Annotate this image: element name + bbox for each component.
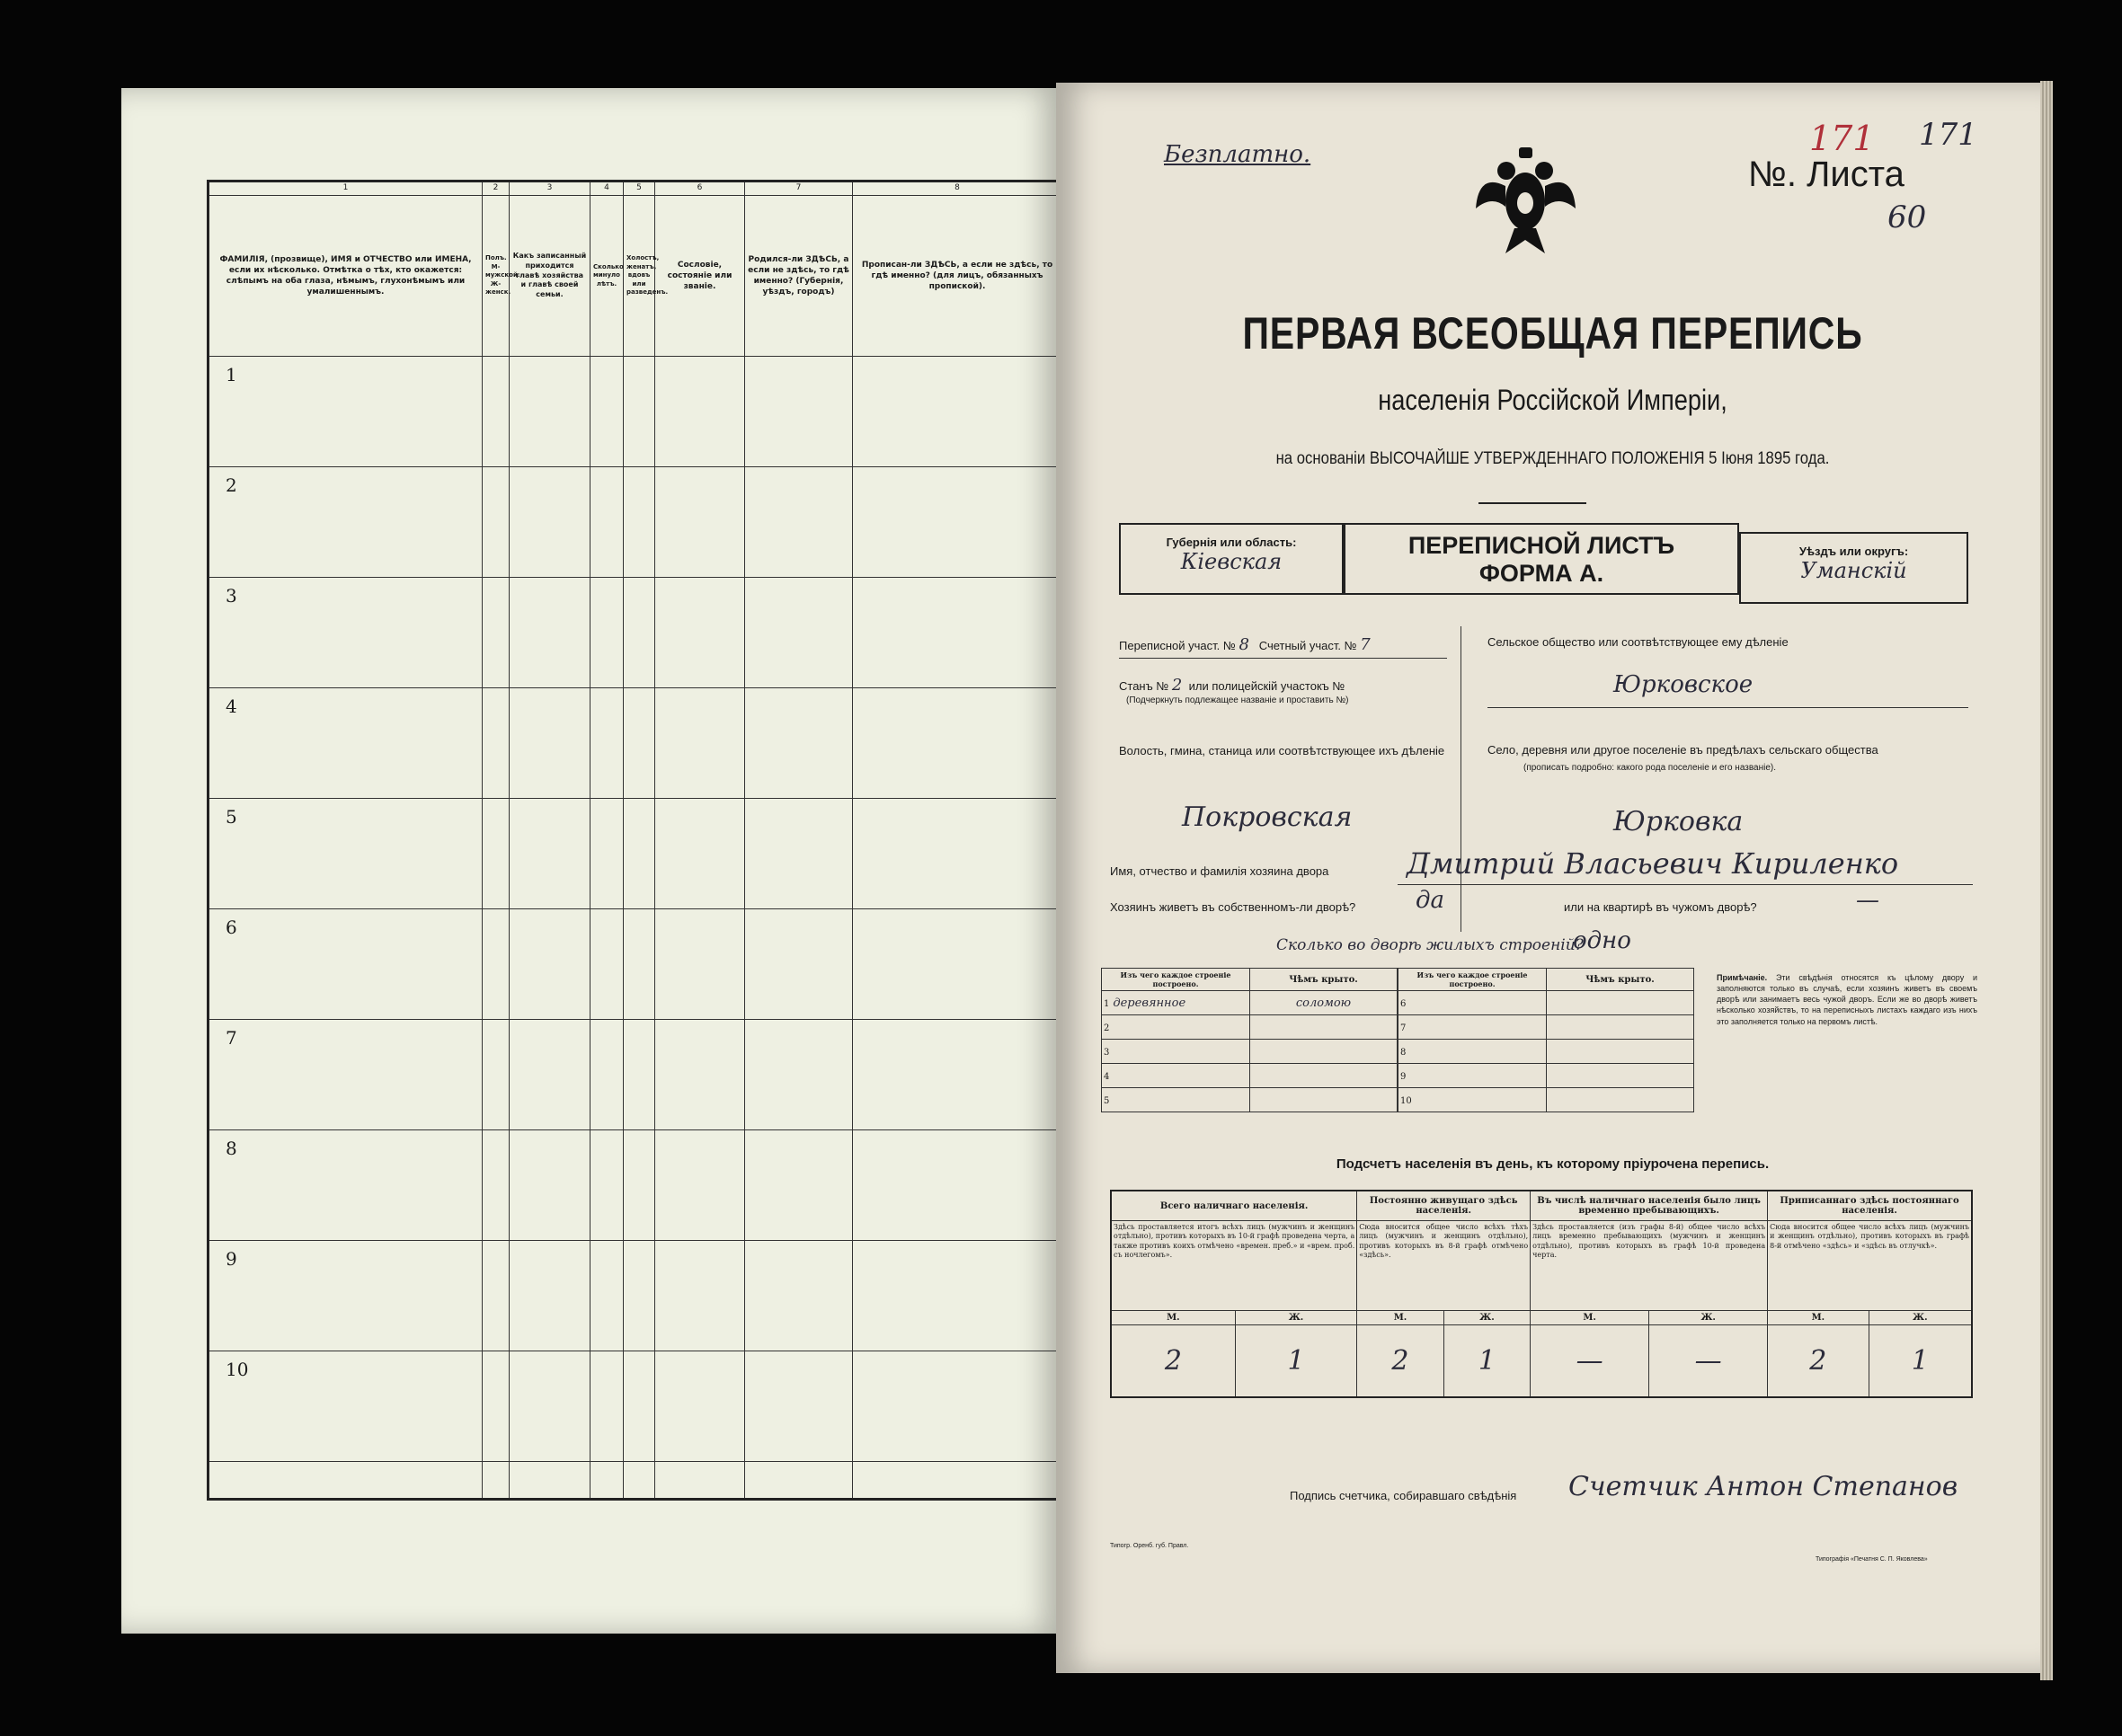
- own-house-value: да: [1416, 887, 1444, 914]
- row-number: 4: [209, 688, 483, 799]
- building-material: [1102, 991, 1250, 1015]
- table-cell: [745, 1130, 853, 1241]
- table-cell: [590, 1130, 624, 1241]
- col-num: 8: [853, 182, 1062, 196]
- col-num: 5: [624, 182, 655, 196]
- table-cell: [655, 1020, 745, 1130]
- bld-header-material: Изъ чего каждое строеніе построено.: [1398, 969, 1547, 991]
- col-num: 3: [510, 182, 590, 196]
- form-title: ПЕРЕПИСНОЙ ЛИСТЪ: [1407, 532, 1675, 559]
- table-cell: [745, 467, 853, 578]
- male-count: 2: [1357, 1325, 1443, 1397]
- building-roof: [1547, 1040, 1694, 1064]
- buildings-label: Сколько во дворѣ жилыхъ строеній?: [1276, 936, 1584, 954]
- volost-value: Покровская: [1182, 802, 1353, 833]
- building-roof: [1250, 1040, 1398, 1064]
- row-number: 9: [209, 1241, 483, 1351]
- col-num: 6: [655, 182, 745, 196]
- table-cell: [655, 688, 745, 799]
- building-number: 8: [1400, 1047, 1407, 1058]
- table-cell: [510, 909, 590, 1020]
- tally-group-desc: Здѣсь проставляется итогъ всѣхъ лицъ (мужчинъ и женщинъ отдѣльно), противъ которыхъ въ 10-й графѣ проведена черта, а также противъ коихъ отмѣчено «времен. преб.» и «врем. проб. съ ночлегомъ».: [1111, 1221, 1357, 1311]
- ornament-divider: [1478, 502, 1586, 504]
- page-stack-edge: [2040, 81, 2053, 1680]
- table-row: [209, 909, 1062, 1020]
- table-cell: [590, 1241, 624, 1351]
- tally-group-desc: Здѣсь проставляется (изъ графы 8-й) общее число всѣхъ лицъ временно пребывающихъ (мужчинъ и женщинъ отдѣльно), противъ которыхъ въ графѣ 10-й проведена черта.: [1531, 1221, 1768, 1311]
- table-cell: [655, 799, 745, 909]
- male-label: М.: [1357, 1311, 1443, 1325]
- male-label: М.: [1111, 1311, 1235, 1325]
- left-page: [121, 88, 1061, 1634]
- table-cell: [483, 1130, 510, 1241]
- female-label: Ж.: [1235, 1311, 1357, 1325]
- row-number: 1: [209, 357, 483, 467]
- table-cell: [483, 467, 510, 578]
- male-label: М.: [1531, 1311, 1649, 1325]
- table-row: [209, 1351, 1062, 1462]
- table-cell: [655, 1130, 745, 1241]
- apartment-label: или на квартирѣ въ чужомъ дворѣ?: [1564, 900, 1757, 914]
- building-material: [1102, 1040, 1250, 1064]
- table-cell: [590, 688, 624, 799]
- header-relation: Какъ записанный приходится главѣ хозяйства и главѣ своей семьи.: [510, 196, 590, 357]
- male-count: 2: [1111, 1325, 1235, 1397]
- header-marital: Холостъ, женатъ, вдовъ или разведенъ.: [624, 196, 655, 357]
- printer-left: Типогр. Оренб. губ. Правл.: [1110, 1543, 1189, 1549]
- owner-value: Дмитрий Власьевич Кириленко: [1407, 846, 1899, 881]
- female-count: 1: [1235, 1325, 1357, 1397]
- row-number: 10: [209, 1351, 483, 1462]
- free-label: Безплатно.: [1164, 141, 1311, 168]
- female-count: 1: [1443, 1325, 1530, 1397]
- table-cell: [745, 578, 853, 688]
- bld-header-roof: Чѣмъ крыто.: [1250, 969, 1398, 991]
- table-row: [209, 357, 1062, 467]
- census-area-value: 8: [1239, 635, 1249, 654]
- header-birthplace: Родился-ли ЗДѢСЬ, а если не здѣсь, то гдѣ именно? (Губернія, уѣздъ, городъ): [745, 196, 853, 357]
- table-row: [1102, 991, 1398, 1015]
- table-cell: [483, 357, 510, 467]
- census-area-label: Переписной участ. №: [1119, 639, 1236, 652]
- building-number: 9: [1400, 1071, 1407, 1082]
- building-number: 5: [1104, 1095, 1110, 1106]
- sheet-no-secondary: 60: [1887, 199, 1927, 235]
- table-cell: [590, 578, 624, 688]
- building-roof: [1250, 1088, 1398, 1112]
- table-cell: [853, 909, 1062, 1020]
- table-cell: [853, 357, 1062, 467]
- province-label: Губернія или область:: [1166, 536, 1297, 549]
- building-roof: [1250, 1064, 1398, 1088]
- row-number: 7: [209, 1020, 483, 1130]
- form-subtitle: ФОРМА А.: [1478, 560, 1604, 587]
- buildings-value: одно: [1573, 927, 1631, 954]
- table-cell: [510, 1130, 590, 1241]
- camp-note: (Подчеркнуть подлежащее названіе и проставить №): [1126, 695, 1349, 705]
- table-cell: [853, 1130, 1062, 1241]
- page-title: ПЕРВАЯ ВСЕОБЩАЯ ПЕРЕПИСЬ: [1242, 308, 1863, 359]
- volost-label: Волость, гмина, станица или соотвѣтствующее ихъ дѣленіе: [1119, 744, 1445, 757]
- note-text: Эти свѣдѣнія относятся къ цѣлому двору и заполняются только въ случаѣ, если хозяинъ живетъ въ своемъ дворѣ или занимаетъ весь чужой дворъ. Если же во дворѣ живетъ нѣсколько хозяйствъ, то на переписныхъ листахъ каждаго изъ нихъ это заполняется только на первомъ листѣ.: [1717, 973, 1977, 1026]
- double-headed-eagle-icon: [1474, 146, 1577, 258]
- district-box: [1739, 532, 1968, 604]
- table-cell: [590, 1020, 624, 1130]
- building-number: 10: [1400, 1095, 1412, 1106]
- table-cell: [624, 578, 655, 688]
- table-cell: [590, 799, 624, 909]
- table-cell: [590, 1351, 624, 1462]
- buildings-table-right: [1398, 968, 1694, 1112]
- page-subtitle: населенія Россійской Имперіи,: [1378, 384, 1727, 416]
- header-estate: Сословіе, состояніе или званіе.: [655, 196, 745, 357]
- building-number: 1: [1104, 998, 1110, 1009]
- printer-right: Типографія «Печатня С. П. Яковлева»: [1816, 1556, 1928, 1563]
- table-cell: [655, 467, 745, 578]
- table-cell: [624, 688, 655, 799]
- note: [1717, 972, 1977, 1027]
- count-area-label: Счетный участ. №: [1258, 639, 1357, 652]
- table-cell: [853, 1020, 1062, 1130]
- col-num: 2: [483, 182, 510, 196]
- legal-basis: на основаніи ВЫСОЧАЙШЕ УТВЕРЖДЕННАГО ПОЛОЖЕНІЯ 5 Іюня 1895 года.: [1275, 449, 1830, 468]
- building-number: 4: [1104, 1071, 1110, 1082]
- table-cell: [853, 578, 1062, 688]
- table-row: [209, 1020, 1062, 1130]
- building-number: 3: [1104, 1047, 1110, 1058]
- table-row: [1102, 1040, 1398, 1064]
- row-number: 2: [209, 467, 483, 578]
- female-label: Ж.: [1443, 1311, 1530, 1325]
- row-number: 5: [209, 799, 483, 909]
- table-cell: [510, 357, 590, 467]
- header-name: ФАМИЛІЯ, (прозвище), ИМЯ и ОТЧЕСТВО или ИМЕНА, если их нѣсколько. Отмѣтка о тѣх, кто окажется: слѣпымъ на оба глаза, нѣмымъ, глухонѣмымъ или умалишеннымъ.: [209, 196, 483, 357]
- sheet-no-corner: 171: [1919, 117, 1977, 153]
- table-row: [1398, 1015, 1694, 1040]
- tally-group-title: Постоянно живущаго здѣсь населенія.: [1357, 1191, 1531, 1221]
- building-material: [1102, 1064, 1250, 1088]
- table-cell: [853, 1241, 1062, 1351]
- table-cell: [510, 688, 590, 799]
- table-cell: [745, 799, 853, 909]
- row-number: 8: [209, 1130, 483, 1241]
- row-number: 6: [209, 909, 483, 1020]
- table-cell: [853, 467, 1062, 578]
- table-cell: [624, 1020, 655, 1130]
- police-label: или полицейскій участокъ №: [1188, 679, 1345, 693]
- table-cell: [624, 799, 655, 909]
- table-row: [1398, 1040, 1694, 1064]
- tally-group-desc: Сюда вносится общее число всѣхъ лицъ (мужчинъ и женщинъ отдѣльно), противъ которыхъ въ графѣ 8-й отмѣчено «здѣсь» и «здѣсь въ отлучкѣ».: [1768, 1221, 1972, 1311]
- female-count: —: [1649, 1325, 1768, 1397]
- table-cell: [853, 688, 1062, 799]
- table-cell: [853, 1351, 1062, 1462]
- owner-label: Имя, отчество и фамилія хозяина двора: [1110, 864, 1329, 878]
- table-cell: [483, 1241, 510, 1351]
- building-material: [1398, 1088, 1547, 1112]
- table-cell: [590, 467, 624, 578]
- building-roof: [1547, 1015, 1694, 1040]
- table-cell: [624, 357, 655, 467]
- female-count: 1: [1869, 1325, 1972, 1397]
- table-cell: [655, 909, 745, 1020]
- building-roof: [1250, 1015, 1398, 1040]
- table-cell: [590, 909, 624, 1020]
- male-label: М.: [1768, 1311, 1869, 1325]
- building-material: [1398, 1015, 1547, 1040]
- tally-title: Подсчетъ населенія въ день, къ которому пріурочена перепись.: [1336, 1156, 1770, 1172]
- village-label: Село, деревня или другое поселеніе въ предѣлахъ сельскаго общества: [1487, 743, 1878, 757]
- right-page: [1056, 83, 2049, 1673]
- table-cell: [624, 909, 655, 1020]
- building-roof: [1547, 1064, 1694, 1088]
- village-note: (прописать подробно: какого рода поселеніе и его названіе).: [1523, 763, 1777, 773]
- header-age: Сколько минуло лѣтъ.: [590, 196, 624, 357]
- table-cell: [483, 578, 510, 688]
- form-title-box: [1344, 523, 1739, 595]
- population-tally-table: [1110, 1190, 1973, 1398]
- table-cell: [483, 799, 510, 909]
- buildings-table-left: [1101, 968, 1398, 1112]
- female-label: Ж.: [1869, 1311, 1972, 1325]
- header-registered: Прописан-ли ЗДѢСЬ, а если не здѣсь, то гдѣ именно? (для лицъ, обязанныхъ пропиской).: [853, 196, 1062, 357]
- table-cell: [655, 1241, 745, 1351]
- header-sex: Полъ. М-мужской. Ж-женск.: [483, 196, 510, 357]
- building-roof: [1547, 1088, 1694, 1112]
- signature-label: Подпись счетчика, собиравшаго свѣдѣнія: [1290, 1489, 1517, 1502]
- table-cell: [745, 1351, 853, 1462]
- table-row: [209, 578, 1062, 688]
- own-house-label: Хозяинъ живетъ въ собственномъ-ли дворѣ?: [1110, 900, 1356, 914]
- tally-group-title: Въ числѣ наличнаго населенія было лицъ временно пребывающихъ.: [1531, 1191, 1768, 1221]
- building-roof: соломою: [1250, 991, 1398, 1015]
- female-label: Ж.: [1649, 1311, 1768, 1325]
- signature-value: Счетчик Антон Степанов: [1568, 1471, 1958, 1502]
- table-cell: [510, 799, 590, 909]
- table-row: [209, 688, 1062, 799]
- table-cell: [655, 357, 745, 467]
- tally-group-title: Всего наличнаго населенія.: [1111, 1191, 1357, 1221]
- tally-group-desc: Сюда вносится общее число всѣхъ тѣхъ лицъ (мужчинъ и женщинъ отдѣльно), противъ которыхъ въ 8-й графѣ отмѣчено «здѣсь».: [1357, 1221, 1531, 1311]
- building-material: [1102, 1015, 1250, 1040]
- table-row: [209, 1130, 1062, 1241]
- table-cell: [655, 1351, 745, 1462]
- building-material: [1398, 1064, 1547, 1088]
- table-cell: [510, 1351, 590, 1462]
- tally-group-title: Приписаннаго здѣсь постояннаго населенія.: [1768, 1191, 1972, 1221]
- table-cell: [624, 467, 655, 578]
- table-cell: [853, 799, 1062, 909]
- table-cell: [510, 467, 590, 578]
- col-num: 7: [745, 182, 853, 196]
- sheet-no-red: 171: [1809, 119, 1875, 158]
- table-row: [1398, 991, 1694, 1015]
- apartment-value: —: [1856, 887, 1879, 914]
- table-row: [1102, 1088, 1398, 1112]
- table-cell: [624, 1130, 655, 1241]
- table-cell: [510, 1241, 590, 1351]
- census-columns-table: [207, 180, 1062, 1501]
- table-cell: [745, 1020, 853, 1130]
- male-count: 2: [1768, 1325, 1869, 1397]
- village-value: Юрковка: [1613, 806, 1744, 837]
- table-row: [1398, 1088, 1694, 1112]
- sheet-no-label: №. Листа: [1748, 155, 1904, 194]
- table-row: [209, 799, 1062, 909]
- table-cell: [745, 688, 853, 799]
- building-number: 7: [1400, 1023, 1407, 1033]
- table-row: [1102, 1064, 1398, 1088]
- table-cell: [483, 909, 510, 1020]
- male-count: —: [1531, 1325, 1649, 1397]
- bld-header-material: Изъ чего каждое строеніе построено.: [1102, 969, 1250, 991]
- building-material: [1102, 1088, 1250, 1112]
- table-cell: [483, 1020, 510, 1130]
- table-row: [209, 1241, 1062, 1351]
- note-title: Примѣчаніе.: [1717, 973, 1768, 982]
- camp-label: Станъ №: [1119, 679, 1169, 693]
- district-label: Уѣздъ или округъ:: [1798, 545, 1909, 558]
- table-cell: [510, 578, 590, 688]
- camp-value: 2: [1171, 676, 1183, 695]
- province-box: [1119, 523, 1344, 595]
- table-row: [1102, 1015, 1398, 1040]
- society-label: Сельское общество или соотвѣтствующее ему дѣленіе: [1487, 635, 1789, 649]
- table-cell: [510, 1020, 590, 1130]
- table-cell: [655, 578, 745, 688]
- district-value: Уманскій: [1800, 558, 1907, 583]
- table-cell: [745, 357, 853, 467]
- table-cell: [745, 909, 853, 1020]
- building-number: 2: [1104, 1023, 1110, 1033]
- building-material: [1398, 991, 1547, 1015]
- table-cell: [624, 1351, 655, 1462]
- bld-header-roof: Чѣмъ крыто.: [1547, 969, 1694, 991]
- table-row: [209, 467, 1062, 578]
- count-area-value: 7: [1360, 635, 1371, 654]
- table-cell: [624, 1241, 655, 1351]
- building-roof: [1547, 991, 1694, 1015]
- society-value: Юрковское: [1613, 671, 1754, 698]
- col-num: 4: [590, 182, 624, 196]
- building-number: 6: [1400, 998, 1407, 1009]
- table-cell: [483, 1351, 510, 1462]
- province-value: Кіевская: [1180, 549, 1283, 574]
- table-cell: [745, 1241, 853, 1351]
- table-cell: [590, 357, 624, 467]
- col-num: 1: [209, 182, 483, 196]
- table-row: [1398, 1064, 1694, 1088]
- building-material-value: деревянное: [1113, 996, 1186, 1010]
- building-material: [1398, 1040, 1547, 1064]
- table-cell: [483, 688, 510, 799]
- row-number: 3: [209, 578, 483, 688]
